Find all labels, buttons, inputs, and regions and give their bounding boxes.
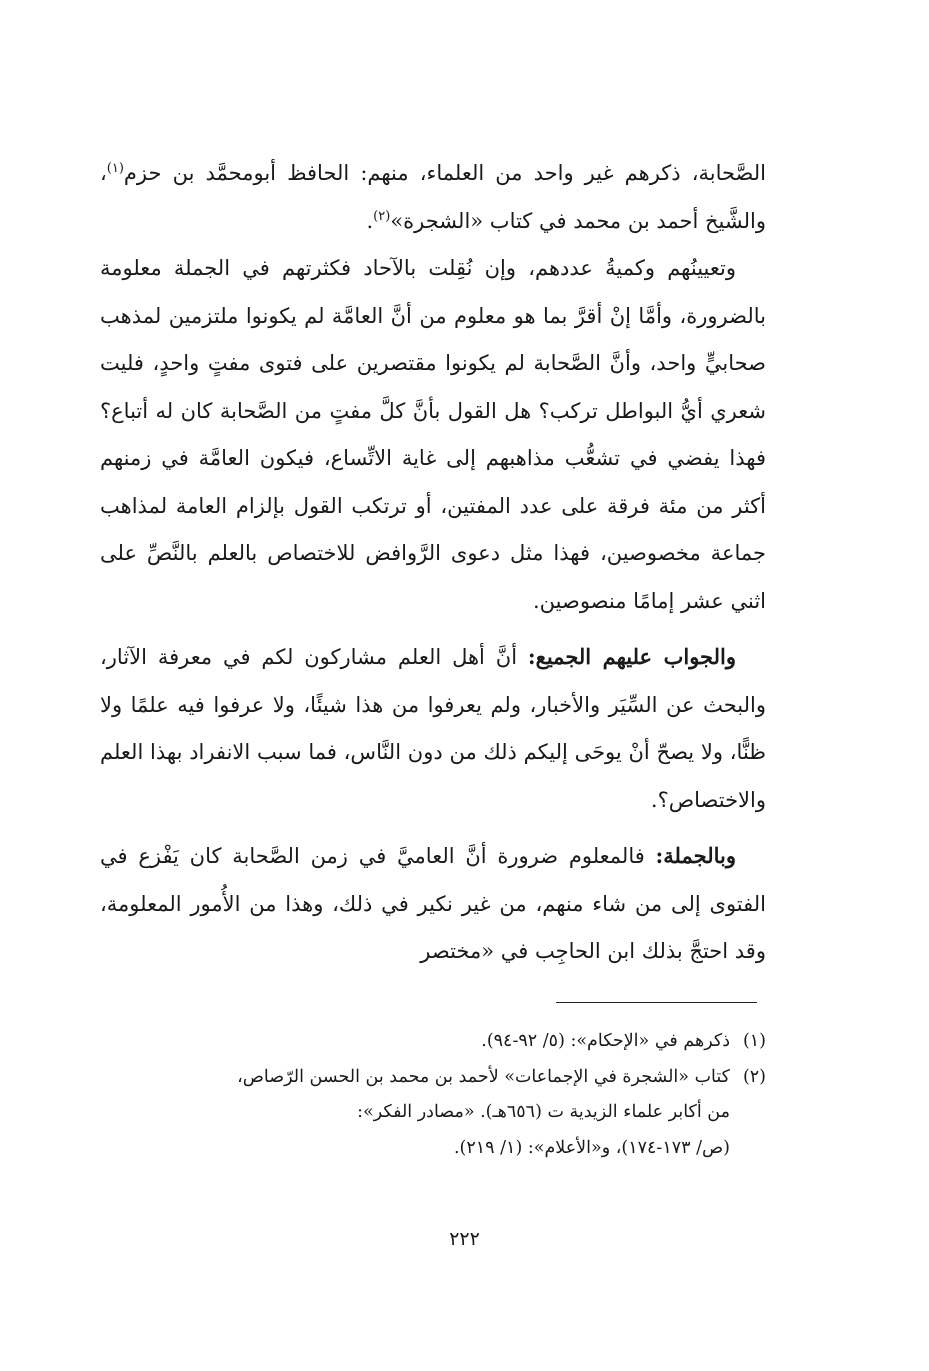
- paragraph-3: [100, 633, 766, 824]
- footnote-marker-1[interactable]: (١): [106, 161, 124, 176]
- footnote-2-text: [100, 1060, 730, 1167]
- paragraph-1: [100, 150, 766, 245]
- main-text: [100, 150, 766, 976]
- paragraph-1-line-2b: ، والشَّيخ أحمد بن محمد في كتاب «الشجرة»: [100, 161, 766, 233]
- paragraph-3-text: أنَّ أهل العلم مشاركون لكم في معرفة الآثار، والبحث عن السِّيَر والأخبار، ولم يعرفوا من هذا شيئًا، ولا عرفوا فيه علمًا ولا ظنًّا، ولا يصحّ أنْ يوحَى إليكم ذلك من دون النَّاس، فما سبب الانفراد بهذا العلم والاختصاص؟.: [100, 645, 766, 812]
- paragraph-1-line-2c: .: [366, 208, 374, 233]
- page-number: ٢٢٢: [449, 1228, 480, 1250]
- footnote-2-line-3: (ص/ ١٧٣-١٧٤)، و«الأعلام»: (١/ ٢١٩).: [453, 1137, 730, 1158]
- paragraph-4-text: فالمعلوم ضرورة أنَّ العاميَّ في زمن الصَّحابة كان يَفْزع في الفتوى إلى من شاء منهم، من غير نكير في ذلك، وهذا من الأُمور المعلومة، وقد احتجَّ بذلك ابن الحاجِب في «مختصر: [100, 844, 766, 963]
- footnote-2: [100, 1060, 766, 1167]
- footnote-2-line-2: من أكابر علماء الزيدية ت (٦٥٦هـ). «مصادر الفكر»:: [357, 1102, 730, 1122]
- footnote-marker-2[interactable]: (٢): [373, 208, 391, 224]
- paragraph-3-lead: والجواب عليهم الجميع:: [527, 644, 736, 669]
- paragraph-4-lead: وبالجملة:: [655, 843, 736, 868]
- paragraph-1-line-1: الصَّحابة، ذكرهم غير واحد من العلماء، منهم: الحافظ أبومحمَّد بن: [172, 161, 766, 185]
- footnote-2-line-1: كتاب «الشجرة في الإجماعات» لأحمد بن محمد بن الحسن الرّصاص،: [237, 1066, 730, 1087]
- paragraph-2: وتعيينُهم وكميةُ عددهم، وإن نُقِلت بالآحاد فكثرتهم في الجملة معلومة بالضرورة، وأمَّا إنْ أقرَّ بما هو معلوم من أنَّ العامَّة لم يكونوا ملتزمين لمذهب صحابيٍّ واحد، وأنَّ الصَّحابة لم يكونوا مقتصرين على فتوى مفتٍ واحدٍ، فليت شعري أيُّ البواطل تركب؟ هل القول بأنَّ كلَّ مفتٍ من الصَّحابة كان له أتباع؟ فهذا يفضي في تشعُّب مذاهبهم إلى غاية الاتِّساع، فيكون العامَّة في زمنهم أكثر من مئة فرقة على عدد المفتين، أو ترتكب القول بإلزام العامة لمذاهب جماعة مخصوصين، فهذا مثل دعوى الرَّوافض للاختصاص بالعلم بالنَّصِّ على اثني عشر إمامًا منصوصين.: [100, 256, 767, 613]
- footnote-1-text: [100, 1024, 730, 1060]
- footnote-1-line-1: ذكرهم في «الإحكام»: (٥/ ٩٢-٩٤).: [481, 1031, 730, 1051]
- paragraph-1-line-2a: حزم: [123, 161, 162, 185]
- footnote-2-number: (٢): [742, 1066, 766, 1087]
- footnotes: [100, 1024, 766, 1166]
- footnote-separator: [556, 1002, 757, 1003]
- footnote-1-number: (١): [742, 1031, 766, 1051]
- footnote-1: [100, 1024, 766, 1060]
- paragraph-4: [100, 832, 766, 976]
